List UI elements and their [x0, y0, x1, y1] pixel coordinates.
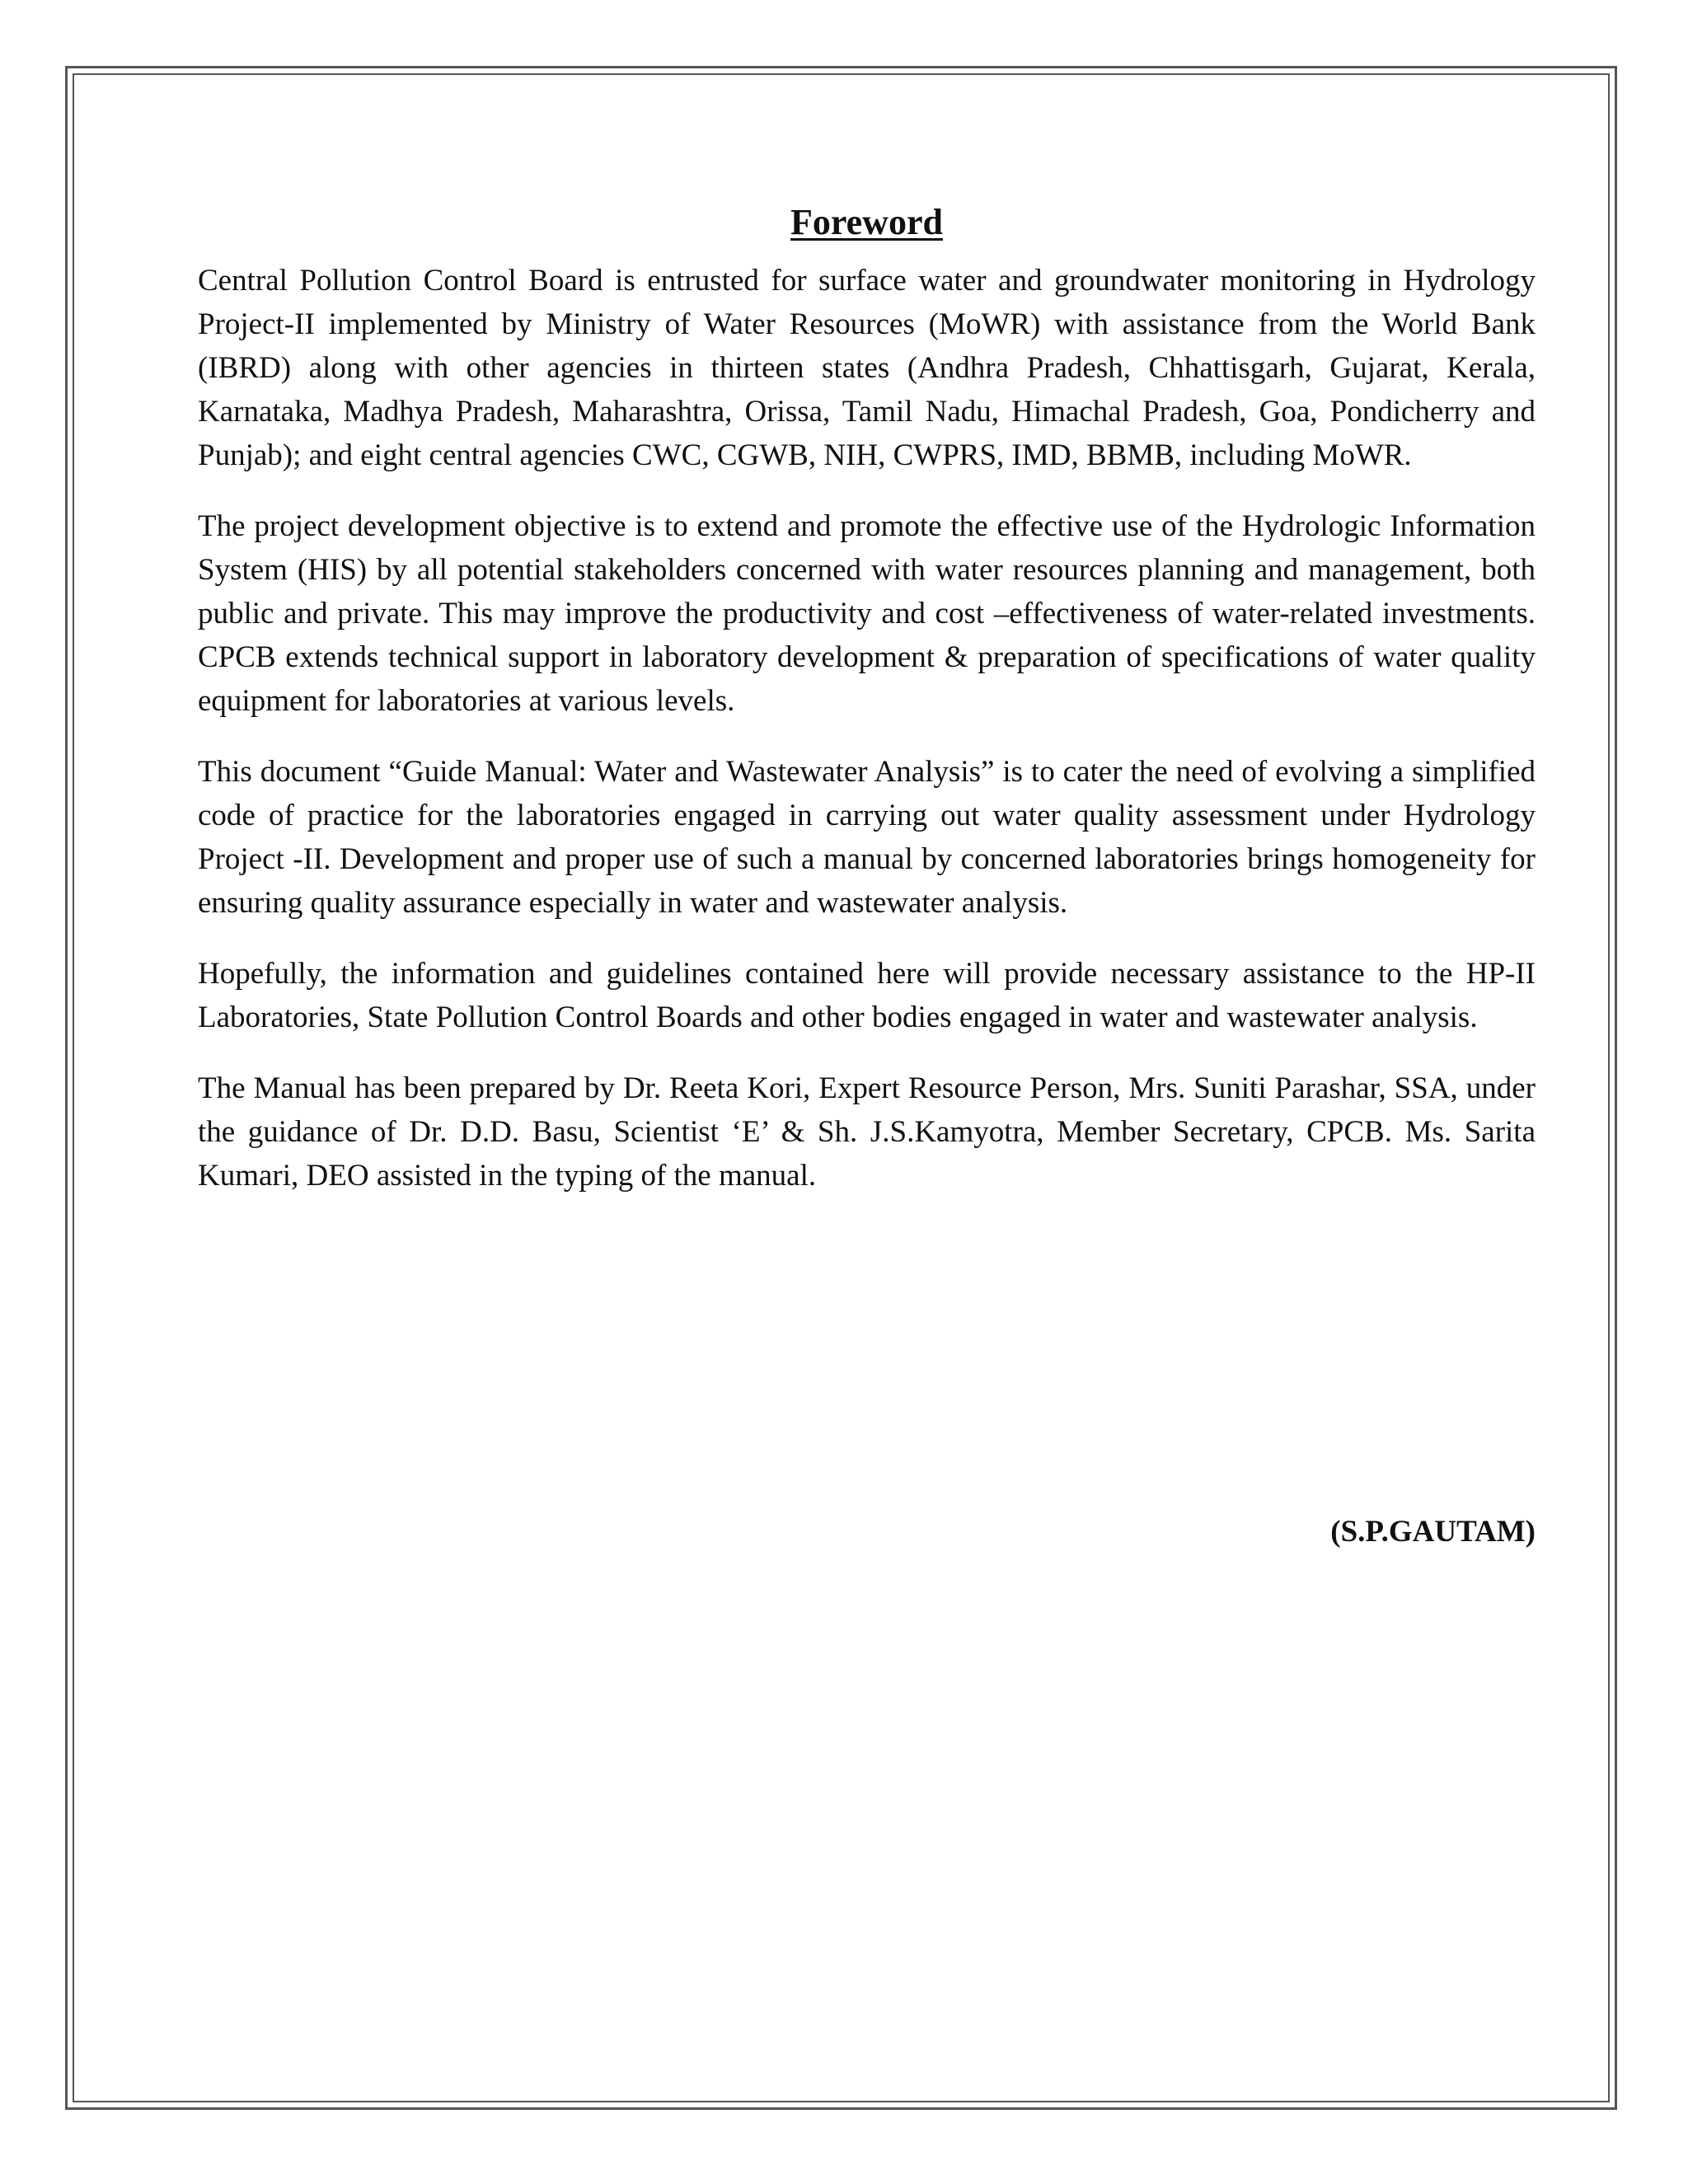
paragraph-document-purpose: This document “Guide Manual: Water and Wastewater Analysis” is to cater the need of evolving a simplified code of practice for the laboratories engaged in carrying out water quality assessment under Hydrology Project -II. Development and proper use of such a manual by concerned laboratories brings homogeneity for ensuring quality assurance especially in water and wastewater analysis. [198, 755, 1536, 920]
signature: (S.P.GAUTAM) [1330, 1515, 1536, 1549]
foreword-content [198, 196, 1536, 1225]
paragraph-hopefully: Hopefully, the information and guidelines contained here will provide necessary assistance to the HP-II Laboratories, State Pollution Control Boards and other bodies engaged in water and wastewater analysis. [198, 957, 1536, 1034]
paragraph-credits: The Manual has been prepared by Dr. Reeta Kori, Expert Resource Person, Mrs. Suniti Parashar, SSA, under the guidance of Dr. D.D. Basu, Scientist ‘E’ & Sh. J.S.Kamyotra, Member Secretary, CPCB. Ms. Sarita Kumari, DEO assisted in the typing of the manual. [198, 1071, 1536, 1193]
paragraph-objective: The project development objective is to extend and promote the effective use of the Hydrologic Information System (HIS) by all potential stakeholders concerned with water resources planning and management, both public and private. This may improve the productivity and cost –effectiveness of water-related investments. CPCB extends technical support in laboratory development & preparation of specifications of water quality equipment for laboratories at various levels. [198, 509, 1536, 718]
page-title: Foreword [790, 202, 943, 242]
paragraph-intro: Central Pollution Control Board is entrusted for surface water and groundwater monitoring in Hydrology Project-II implemented by Ministry of Water Resources (MoWR) with assistance from the World Bank (IBRD) along with other agencies in thirteen states (Andhra Pradesh, Chhattisgarh, Gujarat, Kerala, Karnataka, Madhya Pradesh, Maharashtra, Orissa, Tamil Nadu, Himachal Pradesh, Goa, Pondicherry and Punjab); and eight central agencies CWC, CGWB, NIH, CWPRS, IMD, BBMB, including MoWR. [198, 264, 1536, 472]
